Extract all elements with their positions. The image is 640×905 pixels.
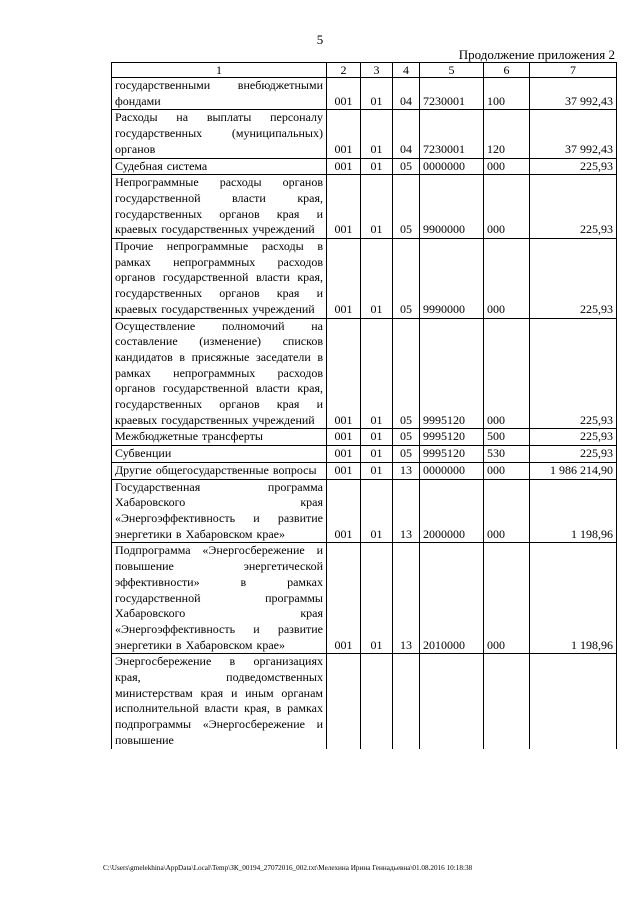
section-code: 01 xyxy=(361,429,393,446)
table-row xyxy=(112,479,617,543)
expense-type-code: 000 xyxy=(484,543,530,654)
target-article-code: 0000000 xyxy=(420,462,484,479)
expense-name: Прочие непрограммные расходы в рамках непрограммных расходов органов государственной власти края, государственных органов края и краевых государственных учреждений xyxy=(112,239,327,319)
ministry-code: 001 xyxy=(327,318,361,429)
section-code: 01 xyxy=(361,110,393,158)
expense-type-code: 000 xyxy=(484,158,530,175)
expense-name: Энергосбережение в организациях края, подведомственных министерствам края и иным органам исполнительной власти края, в рамках подпрограммы «Энергосбережение и повышение xyxy=(112,654,327,749)
ministry-code: 001 xyxy=(327,462,361,479)
expense-type-code: 500 xyxy=(484,429,530,446)
target-article-code: 9990000 xyxy=(420,239,484,319)
expense-name: Подпрограмма «Энергосбережение и повышение энергетической эффективности» в рамках государственной программы Хабаровского края «Энергоэффективность и развитие энергетики в Хабаровском крае» xyxy=(112,543,327,654)
target-article-code xyxy=(420,654,484,749)
table-row xyxy=(112,462,617,479)
expense-type-code: 100 xyxy=(484,78,530,110)
table-header-row xyxy=(112,63,617,78)
expense-name: государственными внебюджетными фондами xyxy=(112,78,327,110)
table-row xyxy=(112,429,617,446)
amount: 1 198,96 xyxy=(530,479,617,543)
file-path-footer: C:\Users\gmelekhina\AppData\Local\Temp\ЗК_00194_27072016_002.txt\Мелехина Ирина Геннадьевна\01.08.2016 10:18:38 xyxy=(103,864,473,872)
amount: 225,93 xyxy=(530,429,617,446)
expense-type-code: 000 xyxy=(484,239,530,319)
amount: 225,93 xyxy=(530,446,617,463)
table-row xyxy=(112,78,617,110)
expense-name: Осуществление полномочий на составление (изменение) списков кандидатов в присяжные заседатели в рамках непрограммных расходов органов государственной власти края, государственных органов края и краевых государственных учреждений xyxy=(112,318,327,429)
section-code: 01 xyxy=(361,462,393,479)
subsection-code: 05 xyxy=(393,158,420,175)
expense-name: Расходы на выплаты персоналу государственных (муниципальных) органов xyxy=(112,110,327,158)
amount: 225,93 xyxy=(530,175,617,239)
subsection-code: 04 xyxy=(393,78,420,110)
target-article-code: 9995120 xyxy=(420,318,484,429)
column-header: 4 xyxy=(393,63,420,78)
target-article-code: 9995120 xyxy=(420,429,484,446)
target-article-code: 7230001 xyxy=(420,78,484,110)
amount: 37 992,43 xyxy=(530,110,617,158)
target-article-code: 0000000 xyxy=(420,158,484,175)
ministry-code: 001 xyxy=(327,446,361,463)
section-code: 01 xyxy=(361,446,393,463)
expense-type-code: 000 xyxy=(484,318,530,429)
section-code: 01 xyxy=(361,543,393,654)
subsection-code xyxy=(393,654,420,749)
expense-name: Межбюджетные трансферты xyxy=(112,429,327,446)
column-header: 7 xyxy=(530,63,617,78)
appendix-continuation-label: Продолжение приложения 2 xyxy=(458,47,615,62)
expense-name: Непрограммные расходы органов государственной власти края, государственных органов края и краевых государственных учреждений xyxy=(112,175,327,239)
ministry-code: 001 xyxy=(327,429,361,446)
ministry-code xyxy=(327,654,361,749)
expense-name: Судебная система xyxy=(112,158,327,175)
section-code: 01 xyxy=(361,175,393,239)
target-article-code: 9900000 xyxy=(420,175,484,239)
table-row xyxy=(112,318,617,429)
column-header: 2 xyxy=(327,63,361,78)
subsection-code: 05 xyxy=(393,239,420,319)
subsection-code: 05 xyxy=(393,318,420,429)
expense-name: Государственная программа Хабаровского края «Энергоэффективность и развитие энергетики в Хабаровском крае» xyxy=(112,479,327,543)
section-code: 01 xyxy=(361,78,393,110)
expense-name: Другие общегосударственные вопросы xyxy=(112,462,327,479)
subsection-code: 05 xyxy=(393,429,420,446)
section-code: 01 xyxy=(361,479,393,543)
page-number: 5 xyxy=(316,32,324,47)
ministry-code: 001 xyxy=(327,175,361,239)
section-code xyxy=(361,654,393,749)
target-article-code: 2010000 xyxy=(420,543,484,654)
subsection-code: 13 xyxy=(393,462,420,479)
target-article-code: 7230001 xyxy=(420,110,484,158)
amount xyxy=(530,654,617,749)
table-row xyxy=(112,239,617,319)
subsection-code: 13 xyxy=(393,479,420,543)
ministry-code: 001 xyxy=(327,110,361,158)
table-row xyxy=(112,110,617,158)
amount: 225,93 xyxy=(530,158,617,175)
subsection-code: 04 xyxy=(393,110,420,158)
amount: 225,93 xyxy=(530,239,617,319)
table-row xyxy=(112,158,617,175)
amount: 1 198,96 xyxy=(530,543,617,654)
subsection-code: 05 xyxy=(393,175,420,239)
column-header: 1 xyxy=(112,63,327,78)
expense-type-code: 530 xyxy=(484,446,530,463)
section-code: 01 xyxy=(361,318,393,429)
subsection-code: 13 xyxy=(393,543,420,654)
budget-table xyxy=(111,62,617,749)
section-code: 01 xyxy=(361,239,393,319)
expense-type-code: 000 xyxy=(484,462,530,479)
ministry-code: 001 xyxy=(327,78,361,110)
amount: 1 986 214,90 xyxy=(530,462,617,479)
amount: 225,93 xyxy=(530,318,617,429)
ministry-code: 001 xyxy=(327,543,361,654)
ministry-code: 001 xyxy=(327,158,361,175)
target-article-code: 9995120 xyxy=(420,446,484,463)
table-row xyxy=(112,175,617,239)
column-header: 5 xyxy=(420,63,484,78)
column-header: 3 xyxy=(361,63,393,78)
subsection-code: 05 xyxy=(393,446,420,463)
table-row xyxy=(112,654,617,749)
ministry-code: 001 xyxy=(327,239,361,319)
expense-type-code: 000 xyxy=(484,479,530,543)
target-article-code: 2000000 xyxy=(420,479,484,543)
ministry-code: 001 xyxy=(327,479,361,543)
amount: 37 992,43 xyxy=(530,78,617,110)
expense-type-code: 000 xyxy=(484,175,530,239)
section-code: 01 xyxy=(361,158,393,175)
table-row xyxy=(112,446,617,463)
expense-type-code xyxy=(484,654,530,749)
column-header: 6 xyxy=(484,63,530,78)
table-row xyxy=(112,543,617,654)
expense-name: Субвенции xyxy=(112,446,327,463)
expense-type-code: 120 xyxy=(484,110,530,158)
